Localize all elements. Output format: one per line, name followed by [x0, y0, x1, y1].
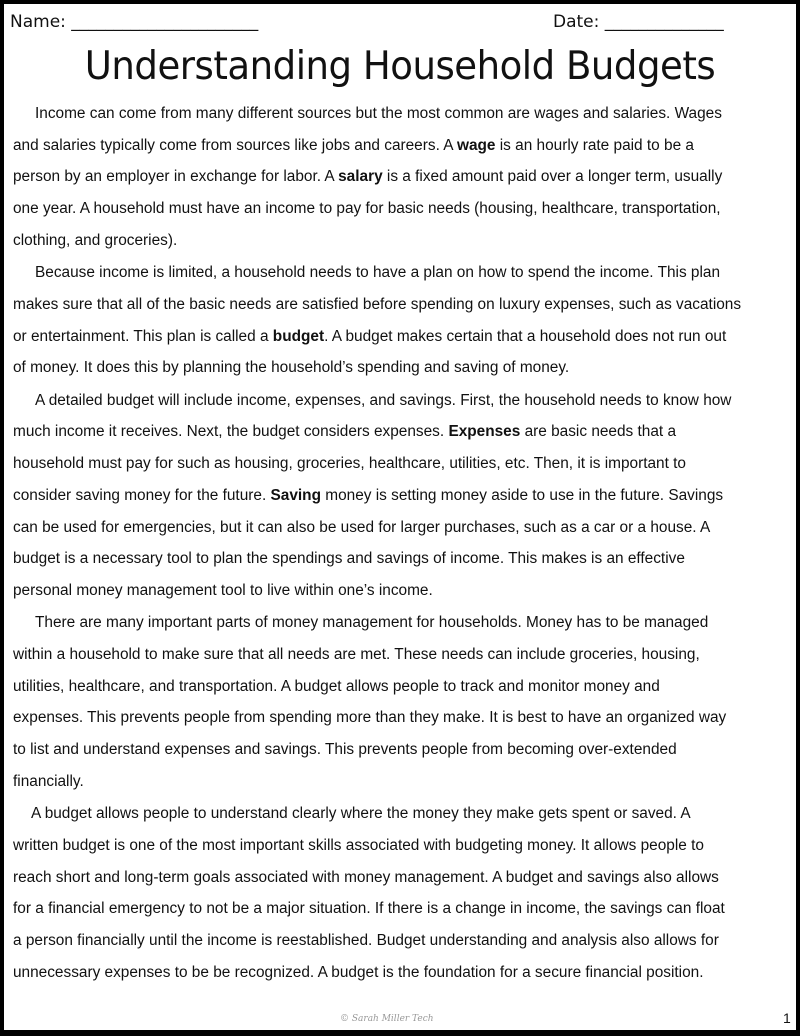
copyright: © Sarah Miller Tech: [340, 1014, 434, 1024]
text-line: [13, 321, 793, 353]
text-segment: one year. A household must have an income to pay for basic needs (housing, healthcare, transportation,: [13, 200, 721, 218]
text-line: [13, 98, 793, 130]
text-segment: makes sure that all of the basic needs are satisfied before spending on luxury expenses, such as vacations: [13, 295, 742, 313]
text-line: [13, 543, 793, 575]
bold-term: salary: [338, 168, 383, 186]
text-line: [13, 161, 793, 193]
text-segment: of money. It does this by planning the household’s spending and saving of money.: [13, 359, 570, 377]
text-line: [13, 130, 793, 162]
text-line: [13, 225, 793, 257]
bold-term: Saving: [270, 486, 321, 504]
text-segment: person by an employer in exchange for labor. A: [13, 168, 339, 186]
text-line: [13, 925, 793, 957]
text-line: [13, 512, 793, 544]
paragraph: [13, 257, 793, 384]
text-segment: utilities, healthcare, and transportation. A budget allows people to track and monitor money and: [13, 677, 660, 695]
paragraph: [13, 98, 793, 256]
text-line: [13, 830, 793, 862]
text-line: [13, 639, 793, 671]
text-line: [13, 862, 793, 894]
text-line: [13, 352, 793, 384]
text-line: [13, 575, 793, 607]
text-segment: A budget allows people to understand clearly where the money they make gets spent or saved. A: [31, 805, 691, 823]
text-line: [13, 957, 793, 989]
text-segment: personal money management tool to live within one’s income.: [13, 581, 433, 599]
text-segment: consider saving money for the future.: [13, 486, 271, 504]
text-line: [13, 289, 793, 321]
text-segment: There are many important parts of money management for households. Money has to be managed: [35, 614, 709, 632]
text-segment: and salaries typically come from sources like jobs and careers. A: [13, 136, 457, 154]
text-segment: is a fixed amount paid over a longer term, usually: [382, 168, 723, 186]
page-title: Understanding Household Budgets: [84, 44, 716, 89]
text-segment: . A budget makes certain that a household does not run out: [324, 327, 727, 345]
text-line: [13, 671, 793, 703]
text-line: [13, 416, 793, 448]
text-line: [13, 766, 793, 798]
text-segment: Because income is limited, a household needs to have a plan on how to spend the income. This plan: [35, 264, 721, 282]
text-line: [13, 607, 793, 639]
text-segment: financially.: [13, 772, 84, 790]
page-number: 1: [783, 1010, 791, 1026]
text-segment: is an hourly rate paid to be a: [495, 136, 694, 154]
text-line: [13, 893, 793, 925]
bold-term: Expenses: [448, 423, 521, 441]
bold-term: budget: [272, 327, 325, 345]
text-segment: household must pay for such as housing, groceries, healthcare, utilities, etc. Then, it is important to: [13, 455, 686, 473]
text-segment: written budget is one of the most important skills associated with budgeting money. It allows people to: [13, 837, 704, 854]
text-segment: or entertainment. This plan is called a: [13, 327, 273, 345]
text-line: [13, 448, 793, 480]
text-segment: much income it receives. Next, the budget considers expenses.: [13, 423, 449, 441]
text-segment: expenses. This prevents people from spending more than they make. It is best to have an organized way: [13, 709, 727, 727]
article-body: [13, 98, 793, 988]
text-segment: money is setting money aside to use in the future. Savings: [320, 486, 724, 504]
text-segment: to list and understand expenses and savings. This prevents people from becoming over-extended: [13, 741, 677, 759]
text-line: [13, 702, 793, 734]
name-field: Name: ______________________: [10, 12, 259, 32]
bold-term: wage: [456, 136, 496, 154]
paragraph: [13, 798, 793, 988]
text-segment: unnecessary expenses to be be recognized. A budget is the foundation for a secure financial position.: [13, 963, 704, 981]
text-line: [13, 193, 793, 225]
text-segment: reach short and long-term goals associated with money management. A budget and savings also allows: [13, 868, 719, 886]
paragraph: [13, 385, 793, 607]
text-segment: for a financial emergency to not be a major situation. If there is a change in income, the savings can float: [13, 900, 725, 918]
date-field: Date: ______________: [553, 12, 724, 32]
paragraph: [13, 607, 793, 797]
text-segment: within a household to make sure that all needs are met. These needs can include groceries, housing,: [13, 646, 700, 664]
text-segment: Income can come from many different sources but the most common are wages and salaries. Wages: [35, 105, 722, 122]
text-segment: A detailed budget will include income, expenses, and savings. First, the household needs to know how: [35, 391, 732, 409]
text-segment: clothing, and groceries).: [13, 231, 178, 249]
text-segment: budget is a necessary tool to plan the spendings and savings of income. This makes is an effective: [13, 550, 685, 568]
text-segment: a person financially until the income is reestablished. Budget understanding and analysis also allows for: [13, 932, 719, 950]
text-segment: can be used for emergencies, but it can also be used for larger purchases, such as a car or a house. A: [13, 518, 711, 536]
text-segment: are basic needs that a: [520, 423, 677, 441]
text-line: [13, 734, 793, 766]
text-line: [13, 480, 793, 512]
text-line: [13, 385, 793, 417]
text-line: [13, 798, 793, 830]
text-line: [13, 257, 793, 289]
